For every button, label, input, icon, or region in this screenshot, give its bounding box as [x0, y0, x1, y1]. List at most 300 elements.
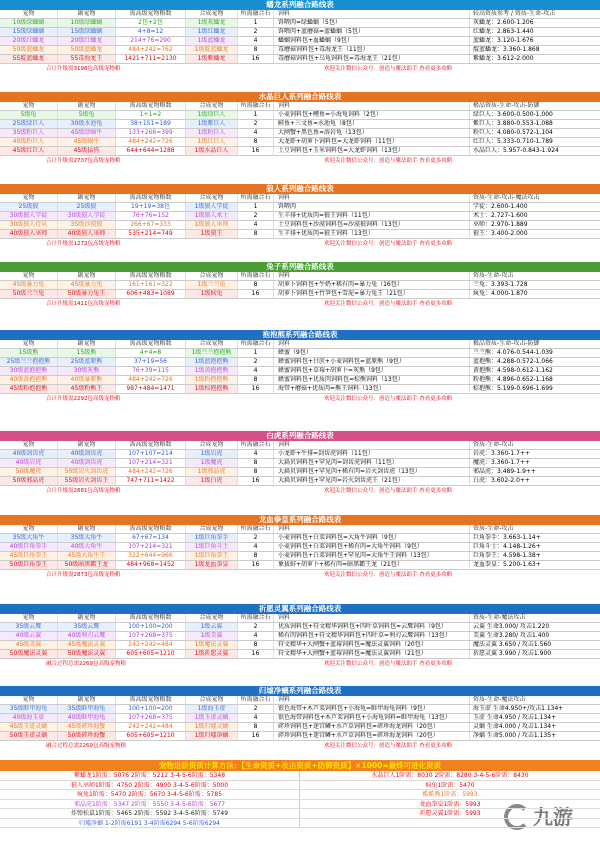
- table-cell: 蜂蜜饲料包+甘蔗+小麦饲料包=蓝原熊（9包）: [274, 358, 470, 366]
- table-cell: 蜂蜜（9包）: [274, 349, 470, 357]
- header-cell: 所需融合石: [238, 340, 274, 348]
- header-cell: 副宠物: [58, 441, 116, 449]
- table-header: [0, 340, 600, 349]
- table-cell: 5级龟: [0, 111, 58, 119]
- table-cell: 30级水池龟: [58, 120, 116, 128]
- total-feed-text: 合计升级需1272包高级宠物粮: [46, 241, 121, 247]
- table-cell: 岩虎：3.360-1.7++: [473, 450, 530, 457]
- table-cell: 45级玉虚灵螭: [0, 723, 58, 731]
- table-cell: 40级剑齿虎: [58, 459, 116, 467]
- table-cell: 黄抱熊：4.598-0.612-1.162: [473, 367, 553, 374]
- header-cell: 饲料: [274, 525, 470, 533]
- table-cell: 484+242=726: [116, 138, 186, 146]
- section-footer: [0, 659, 600, 669]
- table-cell: 38+151=189: [116, 120, 186, 128]
- section-footer: [0, 64, 600, 74]
- table-cell: 1级棕抱抱熊: [186, 385, 238, 393]
- table-cell: 云翼 生命3.000/ 攻击1.220: [473, 623, 550, 630]
- table-cell: 8: [238, 723, 274, 731]
- section-7: [0, 604, 600, 669]
- table-cell: 胡萝卜饲料包+竹笋包+雪泥=暴力兔王（21包）: [274, 290, 470, 298]
- table-cell: 小麦饲料包+白菜饲料包=大角牛饲料（9包）: [274, 534, 470, 542]
- table-cell: 20级红蟠龙: [58, 37, 116, 45]
- table-cell: 40级狼人巫师: [0, 230, 58, 238]
- table-cell: 161+161=322: [116, 281, 186, 289]
- section-footer: [0, 299, 600, 309]
- summary-cell: 水晶巨人1阶需：8030 2阶需：8280 3-4-5-6阶需：8430: [371, 772, 529, 779]
- table-row: [0, 28, 600, 37]
- table-row: [0, 623, 600, 632]
- table-cell: 20级红蟠龙: [0, 37, 58, 45]
- table-cell: 100+100=200: [116, 705, 186, 713]
- header-cell: 资质-生命-攻击: [473, 525, 514, 532]
- header-cell: 饲料: [274, 441, 470, 449]
- table-cell: 1421+711=2130: [116, 55, 186, 63]
- section-8: [0, 686, 600, 751]
- table-cell: 484+242=762: [116, 46, 186, 54]
- table-cell: 67+67=134: [116, 534, 186, 542]
- table-cell: 40级剑齿虎: [0, 450, 58, 458]
- table-row: [0, 632, 600, 641]
- table-cell: 红巨人：5.333-0.710-1.789: [473, 138, 553, 145]
- table-cell: 30级狼人学徒: [0, 212, 58, 220]
- table-cell: 40级大角牛: [58, 543, 116, 551]
- table-row: [0, 290, 600, 299]
- table-cell: 45级大角牛王: [58, 552, 116, 560]
- table-cell: 40级粉巨人: [0, 138, 58, 146]
- table-cell: 242+242=484: [116, 641, 186, 649]
- table-cell: 大扁贝饲料包+罕见肉=岩火剑齿虎王（21包）: [274, 477, 470, 485]
- header-cell: 宠物: [0, 525, 58, 533]
- table-cell: 4+4=8: [116, 349, 186, 357]
- table-cell: 35级云鹰: [58, 623, 116, 631]
- table-cell: 1: [238, 349, 274, 357]
- table-cell: 987+484=1471: [116, 385, 186, 393]
- table-cell: 1级狼人巫师: [186, 221, 238, 229]
- header-cell: 所需融合石: [238, 272, 274, 280]
- table-cell: 37+19=56: [116, 358, 186, 366]
- table-cell: 1级疯兔: [186, 290, 238, 298]
- table-cell: 1级红蟠龙: [186, 28, 238, 36]
- table-cell: 毒蘑菇饲料包+乌龟饲料包=毒海龙王（21包）: [274, 55, 470, 63]
- table-cell: 50级巨角拳王: [0, 561, 58, 569]
- table-cell: 15级绿蟠螭: [58, 28, 116, 36]
- table-cell: 8: [238, 46, 274, 54]
- table-cell: 16: [238, 561, 274, 569]
- table-cell: 30级灰熊: [58, 367, 116, 375]
- table-cell: 40级狼人巫师: [58, 230, 116, 238]
- table-header: [0, 525, 600, 534]
- table-cell: 1级粉巨人: [186, 129, 238, 137]
- header-cell: 宠物: [0, 340, 58, 348]
- header-cell: 副宠物: [58, 272, 116, 280]
- table-cell: 小龙虾+牛排=剑齿虎饲料（11包）: [274, 450, 470, 458]
- table-cell: 1: [238, 203, 274, 211]
- header-cell: 合成宠物: [186, 194, 238, 202]
- table-row: [0, 723, 600, 732]
- header-cell: 合成宠物: [186, 340, 238, 348]
- table-cell: 45级绿蜗牛: [58, 129, 116, 137]
- table-row: [0, 450, 600, 459]
- table-cell: 484+242=726: [116, 468, 186, 476]
- table-row: [0, 468, 600, 477]
- table-cell: 606+483=1089: [116, 290, 186, 298]
- table-cell: 45级美翼: [0, 641, 58, 649]
- table-cell: 紫巨人：3.880-0.553-1.088: [473, 120, 553, 127]
- table-cell: 45级粉抱抱熊: [0, 385, 58, 393]
- table-cell: 25级绿巨人: [0, 120, 58, 128]
- table-cell: 1级归墟净螭: [186, 732, 238, 740]
- table-cell: 484+242=726: [116, 376, 186, 384]
- table-row: [0, 138, 600, 147]
- table-cell: 红蟠龙：2.863-1.440: [473, 28, 534, 35]
- table-cell: 学徒：2.600-1.400: [473, 203, 528, 210]
- header-cell: 所需融合石: [238, 614, 274, 622]
- table-cell: 605+605=1210: [116, 732, 186, 740]
- table-cell: 1级蓝蟠龙: [186, 37, 238, 45]
- table-cell: 50级碎珍海蟹: [58, 732, 116, 740]
- summary-cell: 酷酷熊1阶需：5993: [422, 791, 478, 798]
- table-cell: 巨角拳手：3.663-1.14+: [473, 534, 541, 541]
- table-cell: 16: [238, 477, 274, 485]
- header-cell: 副宠物: [58, 10, 116, 18]
- table-cell: 棕抱熊：5.199-0.696-1.699: [473, 385, 553, 392]
- table-cell: 毒蘑菇饲料包+毒海龙王（11包）: [274, 46, 470, 54]
- table-cell: 30级蓝抱抱熊: [0, 367, 58, 375]
- summary-cell: 龙血拳皇1阶需：5993: [419, 800, 481, 808]
- table-cell: 214+76=290: [116, 37, 186, 45]
- table-cell: 大龙虾+胡萝卜饲料包=大龙虾饲料（11包）: [274, 138, 470, 146]
- table-cell: 4: [238, 714, 274, 722]
- table-cell: 35级大角牛: [58, 534, 116, 542]
- table-cell: 50级邪晶虎: [0, 477, 58, 485]
- table-cell: 饵喂肉: [274, 203, 470, 211]
- table-cell: 靛蓝蟠龙：3.360-1.868: [473, 46, 540, 53]
- section-footer: [0, 156, 600, 166]
- table-cell: 1: [238, 111, 274, 119]
- table-row: [0, 358, 600, 367]
- table-cell: 1级狼王: [186, 230, 238, 238]
- summary-cell: 祈愿灵翼1阶需：5993: [419, 810, 481, 817]
- table-row: [0, 732, 600, 741]
- header-cell: 极品资质-生命-攻击-防御: [473, 340, 540, 347]
- total-feed-text: 合计升级需1411包高级宠物粮: [46, 301, 121, 307]
- logo-text: 九游: [533, 805, 573, 829]
- table-cell: 55毒海龙王: [58, 55, 116, 63]
- total-feed-text: 合计升级需2292包高级宠物粮: [46, 396, 121, 402]
- total-feed-text: 合计升级需2881包高级宠物粮: [46, 488, 121, 494]
- header-cell: 副宠物: [58, 340, 116, 348]
- table-cell: 8: [238, 138, 274, 146]
- table-cell: 605+605=1210: [116, 650, 186, 658]
- table-cell: 45级暴力兔: [0, 281, 58, 289]
- table-cell: 45级猛犸: [58, 147, 116, 155]
- table-cell: 4+8=12: [116, 28, 186, 36]
- total-feed-text: 合计升级需3198包高级宠物粮: [46, 66, 121, 72]
- table-cell: 1级绿巨人: [186, 111, 238, 119]
- section-4: [0, 330, 600, 404]
- summary-row: [0, 771, 600, 781]
- section-title: 白虎系列融合路线表: [0, 431, 600, 441]
- table-cell: 40级海玉虚: [0, 714, 58, 722]
- table-cell: 1级云翼: [186, 623, 238, 631]
- table-cell: 40级睚甲海龟: [58, 714, 116, 722]
- table-cell: 玉虚 生命4.950 / 攻击1.134+: [473, 714, 557, 721]
- section-footer: [0, 570, 600, 580]
- table-cell: 50级魔虎: [0, 468, 58, 476]
- table-row: [0, 385, 600, 394]
- table-cell: 4: [238, 367, 274, 375]
- table-cell: 107+107=214: [116, 450, 186, 458]
- table-cell: 55靛蓝蟠龙: [0, 55, 58, 63]
- follow-note: 欢迎关注微信公众号：创造与魔法助手 查看更多攻略: [324, 66, 453, 72]
- header-cell: 饲料: [274, 102, 470, 110]
- header-cell: 需高级宠物粮数: [116, 194, 186, 202]
- table-cell: 美翼 生命3.280/ 攻击1.400: [473, 632, 550, 639]
- table-cell: 76+39=115: [116, 367, 186, 375]
- total-feed-text: 融合过程总需2269包高级宠物粮: [46, 661, 126, 667]
- section-5: [0, 431, 600, 496]
- header-cell: 副宠物: [58, 194, 116, 202]
- table-cell: 粉抱熊：4.896-0.652-1.168: [473, 376, 553, 383]
- table-row: [0, 714, 600, 723]
- table-cell: 19+19=38包: [116, 203, 186, 211]
- table-cell: 粉巨人：4.080-0.572-1.104: [473, 129, 553, 136]
- table-cell: 净螭 生命5.000 / 攻击1.135+: [473, 732, 557, 739]
- table-cell: 1级紫蟠龙: [186, 55, 238, 63]
- summary-row: [0, 809, 600, 819]
- table-cell: 40级巨角拳手: [0, 543, 58, 551]
- table-cell: 16: [238, 55, 274, 63]
- header-cell: 合成宠物: [186, 441, 238, 449]
- header-cell: 需高级宠物粮数: [116, 614, 186, 622]
- table-row: [0, 650, 600, 659]
- header-cell: 较高资质参考 / 资质-生命-攻击: [473, 10, 556, 17]
- table-cell: 8: [238, 459, 274, 467]
- table-cell: 484+968=1452: [116, 561, 186, 569]
- summary-row: [0, 819, 600, 829]
- table-cell: 魔法灵翼 3.650 / 攻击1.560: [473, 641, 552, 648]
- table-cell: 1级玉虚灵螭: [186, 714, 238, 722]
- table-cell: 40级利刃云鹰: [58, 632, 116, 640]
- table-row: [0, 120, 600, 129]
- header-cell: 饲料: [274, 194, 470, 202]
- header-cell: 合成宠物: [186, 614, 238, 622]
- table-cell: 优质饲料包+符文精华饲料包+四叶草饲料包=云鹰饲料（9包）: [274, 623, 470, 631]
- table-cell: 海带+蘑菇+优质肉=熊王饲料（13包）: [274, 385, 470, 393]
- header-cell: 宠物: [0, 102, 58, 110]
- table-row: [0, 37, 600, 46]
- table-cell: 巨角斗士：4.148-1.26+: [473, 543, 541, 550]
- table-row: [0, 111, 600, 120]
- table-cell: 30级狼人侍从: [0, 221, 58, 229]
- table-cell: 蜂蜜饲料包+优质肉饲料包=棕熊饲料（13包）: [274, 376, 470, 384]
- table-cell: 76+76=152: [116, 212, 186, 220]
- follow-note: 欢迎关注微信公众号：创造与魔法助手 查看更多攻略: [324, 396, 453, 402]
- table-header: [0, 272, 600, 281]
- table-row: [0, 203, 600, 212]
- header-cell: 合成宠物: [186, 102, 238, 110]
- table-cell: 1级巨角拳手: [186, 534, 238, 542]
- table-cell: 1级红巨人: [186, 138, 238, 146]
- summary-row: [0, 790, 600, 800]
- table-cell: 大扁贝饲料包+罕见肉+稀有肉=岩火剑齿虎（13包）: [274, 468, 470, 476]
- table-cell: 2包+2包: [116, 19, 186, 27]
- table-header: [0, 614, 600, 623]
- table-cell: 35级睚甲海龟: [58, 705, 116, 713]
- table-row: [0, 147, 600, 156]
- table-cell: 1级岩虎: [186, 450, 238, 458]
- table-cell: 银色海带饲料包+木芦菜饲料包+小海龟饲料=睚甲海龟（13包）: [274, 714, 470, 722]
- summary-cell: 炸弹松鼠1阶需：5465 2阶需：5592 3-4-5-6阶需：5749: [0, 809, 300, 818]
- table-cell: 祈愿灵翼 3.990 / 攻击1.900: [473, 650, 552, 657]
- table-cell: 15级熊: [0, 349, 58, 357]
- table-cell: 1级归墟灵螭: [186, 723, 238, 731]
- table-cell: 符文精华+大闸蟹+蓝莓饲料包=魔法灵翼饲料（20包）: [274, 641, 470, 649]
- table-cell: 100+100=200: [116, 623, 186, 631]
- table-cell: 邪晶虎：3.489-1.9++: [473, 468, 536, 475]
- header-cell: 需高级宠物粮数: [116, 340, 186, 348]
- header-cell: 所需融合石: [238, 102, 274, 110]
- table-cell: 1级兰兰抱抱熊: [186, 349, 238, 357]
- table-cell: 107+214=321: [116, 459, 186, 467]
- summary-cell: 疯兔1阶需：5470: [425, 781, 475, 789]
- summary-title: 宠物进阶资质计算方法：【生命资质+攻击资质+防御资质】×1000=最终可进化资质: [0, 760, 600, 771]
- table-cell: 银色海带+木芦菜饲料包+小海龟=睚甲海龟饲料（9包）: [274, 705, 470, 713]
- table-cell: 魔虎：3.360-1.7++: [473, 459, 530, 466]
- table-cell: 小麦饲料包+白菜饲料包+罕见肉=大角牛王饲料（13包）: [274, 552, 470, 560]
- table-cell: 1级美翼: [186, 632, 238, 640]
- table-cell: 50级暴力兔王: [58, 290, 116, 298]
- table-cell: 35级睚甲海龟: [0, 705, 58, 713]
- header-cell: 宠物: [0, 696, 58, 704]
- table-cell: 35级沙漠狼: [58, 221, 116, 229]
- section-footer: [0, 741, 600, 751]
- follow-note: 欢迎关注微信公众号：创造与魔法助手 查看更多攻略: [324, 661, 453, 667]
- table-cell: 狼王：3.400-2.000: [473, 230, 528, 237]
- table-cell: 4: [238, 221, 274, 229]
- table-cell: 饵喂肉=绿蟠螭（5包）: [274, 19, 470, 27]
- table-cell: 25级狼: [0, 203, 58, 211]
- header-cell: 合成宠物: [186, 10, 238, 18]
- table-cell: 40级云翼: [0, 632, 58, 640]
- table-cell: 45级粉熊王: [58, 385, 116, 393]
- table-cell: 小麦饲料包+白菜饲料包+稀有肉=大角牛饲料（9包）: [274, 543, 470, 551]
- total-feed-text: 融合过程总需2269包高级宠物粮: [46, 743, 126, 749]
- summary-cell: 归墟净螭 1-2阶需6191 3-4阶需6294 5-6阶需6294: [0, 819, 300, 828]
- table-row: [0, 19, 600, 28]
- table-row: [0, 552, 600, 561]
- table-cell: 25级兰兰抱抱熊: [0, 358, 58, 366]
- table-cell: 大扁贝饲料包+罕见肉=剑齿虎饲料（11包）: [274, 459, 470, 467]
- table-cell: 饵喂肉+蓝蘑菇=蓝蟠螭（5包）: [274, 28, 470, 36]
- table-cell: 术士：2.727-1.600: [473, 212, 528, 219]
- table-cell: 灵螭 生命4.000 / 攻击1.134+: [473, 723, 557, 730]
- header-cell: 饲料: [274, 696, 470, 704]
- summary-cell: [300, 819, 600, 828]
- table-cell: 1级龙血拳皇: [186, 561, 238, 569]
- table-cell: 1级狼人术士: [186, 212, 238, 220]
- header-cell: 合成宠物: [186, 696, 238, 704]
- table-row: [0, 129, 600, 138]
- table-cell: 1级靛蓝蟠龙: [186, 46, 238, 54]
- summary-block: [0, 760, 600, 828]
- table-cell: 绿巨人：3.600-0.500-1.000: [473, 111, 553, 118]
- table-row: [0, 230, 600, 239]
- table-cell: 30级狼人学徒: [58, 212, 116, 220]
- table-cell: 鲑鱼+三文鱼=水池龟（8包）: [274, 120, 470, 128]
- table-cell: 644+644=1288: [116, 147, 186, 155]
- table-cell: 2: [238, 28, 274, 36]
- table-cell: 10级绿蟠螭: [0, 19, 58, 27]
- table-cell: 45级魔法灵翼: [58, 641, 116, 649]
- follow-note: 欢迎关注微信公众号：创造与魔法助手 查看更多攻略: [324, 572, 453, 578]
- summary-cell: 疯兔1阶需：5470 2阶需：5670 3-4-5-6阶需：5785: [0, 790, 300, 799]
- table-row: [0, 212, 600, 221]
- table-cell: 133+266=399: [116, 129, 186, 137]
- header-cell: 需高级宠物粮数: [116, 10, 186, 18]
- table-cell: 8: [238, 552, 274, 560]
- table-cell: 疯兔：4.000-1.870: [473, 290, 528, 297]
- table-cell: 50级蓝蟠龙: [0, 46, 58, 54]
- table-cell: 2: [238, 534, 274, 542]
- header-cell: 宠物: [0, 194, 58, 202]
- table-cell: 兰兔：3.393-1.728: [473, 281, 528, 288]
- table-header: [0, 10, 600, 19]
- header-cell: 副宠物: [58, 102, 116, 110]
- header-cell: 宠物: [0, 272, 58, 280]
- section-title: 祈愿灵翼系列融合路线表: [0, 604, 600, 614]
- table-cell: 1级水晶巨人: [186, 147, 238, 155]
- section-6: [0, 515, 600, 580]
- header-cell: 需高级宠物粮数: [116, 441, 186, 449]
- table-cell: 10级绿蟠螭: [58, 19, 116, 27]
- table-cell: 1级蓝抱抱熊: [186, 358, 238, 366]
- header-cell: 资质-生命-攻击-魔法攻击: [473, 194, 540, 201]
- table-cell: 蟠螭饲料包+血蟠螭（9包）: [274, 37, 470, 45]
- table-cell: 35级粉巨人: [0, 129, 58, 137]
- table-cell: 50级岩火剑齿虎: [58, 468, 116, 476]
- header-cell: 宠物: [0, 441, 58, 449]
- table-cell: 土豆饲料包+玉米饲料包=大龙虾饲料（13包）: [274, 147, 470, 155]
- follow-note: 欢迎关注微信公众号：创造与魔法助手 查看更多攻略: [324, 488, 453, 494]
- header-cell: 需高级宠物粮数: [116, 525, 186, 533]
- header-cell: 所需融合石: [238, 441, 274, 449]
- header-cell: 宠物: [0, 10, 58, 18]
- summary-cell: 紫蟠龙1阶需：5076 2阶需：5212 3-4-5-6阶需：5348: [0, 771, 300, 780]
- table-cell: 土豆饲料包+沙漠饲料包=沙漠狼饲料（13包）: [274, 221, 470, 229]
- table-cell: 4: [238, 632, 274, 640]
- section-title: 水晶巨人系列融合路线表: [0, 92, 600, 102]
- table-row: [0, 561, 600, 570]
- header-cell: 饲料: [274, 10, 470, 18]
- table-row: [0, 376, 600, 385]
- table-cell: 107+268=375: [116, 714, 186, 722]
- table-cell: 蓝抱熊：4.288-0.572-1.066: [473, 358, 553, 365]
- table-cell: 小麦饲料包+鲤鱼=小海龟饲料（2包）: [274, 111, 470, 119]
- section-title: 归墟净螭系列融合路线表: [0, 686, 600, 696]
- header-cell: 资质-生命-攻击: [473, 272, 514, 279]
- section-footer: [0, 394, 600, 404]
- header-cell: 资质-生命-魔法攻击: [473, 696, 526, 703]
- table-cell: 107+214=321: [116, 543, 186, 551]
- table-cell: 龙血拳皇：5.200-1.63+: [473, 561, 541, 568]
- table-row: [0, 705, 600, 714]
- section-title: 狼人系列融合路线表: [0, 184, 600, 194]
- summary-row: [0, 800, 600, 810]
- table-header: [0, 102, 600, 111]
- table-cell: 蓝蟠龙：3.120-1.676: [473, 37, 534, 44]
